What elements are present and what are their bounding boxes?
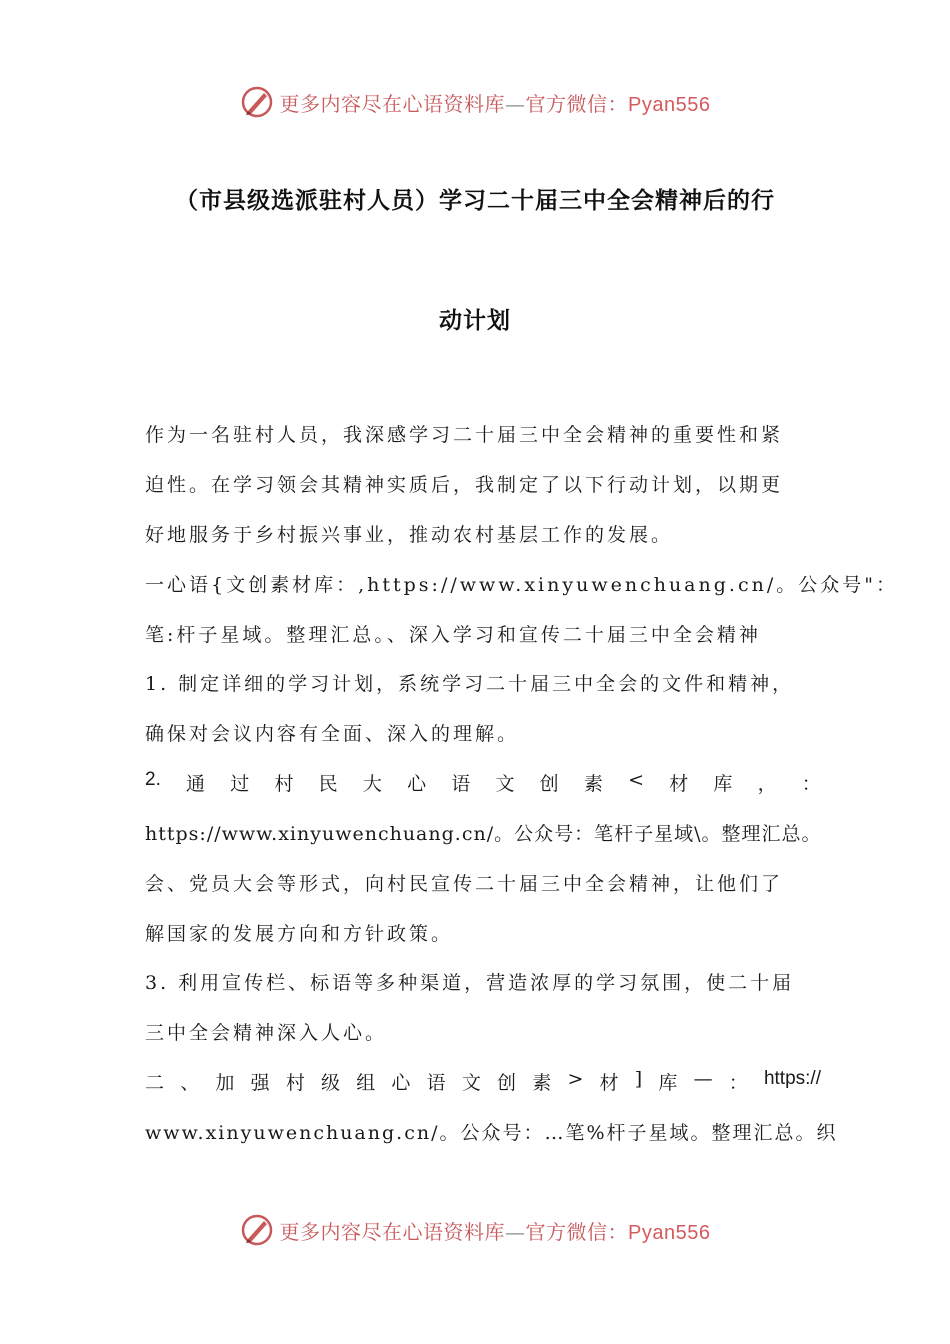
watermark-official: 官方微信： — [525, 91, 629, 116]
watermark-id: Pyan556 — [628, 1221, 711, 1244]
document-title-line-1: （市县级选派驻村人员）学习二十届三中全会精神后的行 — [175, 188, 775, 214]
watermark-banner-bottom — [0, 1208, 950, 1252]
justified-char: 库 — [658, 1072, 678, 1094]
body-line-7: 确保对会议内容有全面、深入的理解。 — [145, 723, 520, 745]
pen-logo-icon — [240, 85, 274, 119]
justified-char: < — [628, 769, 644, 791]
justified-char: 创 — [539, 773, 559, 795]
watermark-separator: — — [505, 91, 526, 116]
justified-char: https:// — [763, 1068, 821, 1089]
pen-logo-icon — [240, 1213, 274, 1247]
watermark-text — [280, 88, 711, 117]
document-title-line-2: 动计划 — [439, 308, 511, 334]
justified-char: — — [693, 1068, 713, 1090]
watermark-official: 官方微信： — [525, 1219, 629, 1244]
justified-char: 心 — [407, 773, 427, 795]
justified-char: 心 — [391, 1072, 411, 1094]
justified-char: 加 — [215, 1072, 235, 1094]
body-line-12: 3. 利用宣传栏、标语等多种渠道，营造浓厚的学习氛围，使二十届 — [145, 972, 795, 994]
body-line-10: 会、党员大会等形式，向村民宣传二十届三中全会精神，让他们了 — [145, 873, 784, 895]
body-line-15: www.xinyuwenchuang.cn/。公众号：…笔%杆子星域。整理汇总。织 — [145, 1122, 838, 1144]
body-line-1: 作为一名驻村人员，我深感学习二十届三中全会精神的重要性和紧 — [145, 424, 784, 446]
body-line-5: 笔:杆子星域。整理汇总。、深入学习和宣传二十届三中全会精神 — [145, 624, 761, 646]
justified-char: 强 — [250, 1072, 270, 1094]
watermark-banner-top — [0, 80, 950, 124]
justified-char: ： — [728, 1072, 748, 1094]
justified-char: 语 — [426, 1072, 446, 1094]
justified-char: 、 — [180, 1072, 200, 1094]
justified-char: 素 — [583, 773, 603, 795]
justified-char: 通 — [186, 773, 206, 795]
justified-char: 村 — [274, 773, 294, 795]
justified-char: 过 — [230, 773, 250, 795]
body-line-8 — [145, 769, 821, 796]
justified-char: > — [567, 1068, 584, 1090]
justified-char: 民 — [318, 773, 338, 795]
watermark-main: 更多内容尽在心语资料库 — [279, 91, 506, 116]
watermark-text — [280, 1216, 711, 1245]
body-line-9: https://www.xinyuwenchuang.cn/。公众号：笔杆子星域\。整理汇总。 — [145, 823, 822, 845]
justified-char: 大 — [362, 773, 382, 795]
justified-char: 材 — [669, 773, 689, 795]
justified-char: 素 — [532, 1072, 552, 1094]
watermark-separator: — — [505, 1219, 526, 1244]
body-line-14 — [145, 1068, 821, 1095]
justified-char: 材 — [599, 1072, 619, 1094]
body-line-4: 一心语{文创素材库：,https://www.xinyuwenchuang.cn/。公众号"： — [145, 574, 898, 596]
body-line-3: 好地服务于乡村振兴事业，推动农村基层工作的发展。 — [145, 524, 674, 546]
body-line-2: 迫性。在学习领会其精神实质后，我制定了以下行动计划，以期更 — [145, 474, 784, 496]
justified-char: 组 — [356, 1072, 376, 1094]
justified-char: ： — [801, 773, 821, 795]
watermark-main: 更多内容尽在心语资料库 — [279, 1219, 506, 1244]
justified-char: 二 — [145, 1072, 165, 1094]
justified-char: 文 — [461, 1072, 481, 1094]
justified-char: 文 — [495, 773, 515, 795]
justified-char: ] — [634, 1068, 643, 1090]
justified-char: 语 — [451, 773, 471, 795]
body-line-6: 1. 制定详细的学习计划，系统学习二十届三中全会的文件和精神， — [145, 673, 795, 695]
justified-char: 创 — [497, 1072, 517, 1094]
justified-char: 村 — [285, 1072, 305, 1094]
body-line-11: 解国家的发展方向和方针政策。 — [145, 923, 454, 945]
justified-char: 库 — [713, 773, 733, 795]
justified-char: 级 — [321, 1072, 341, 1094]
body-line-13: 三中全会精神深入人心。 — [145, 1022, 388, 1044]
justified-char: 2. — [145, 769, 161, 790]
watermark-id: Pyan556 — [628, 93, 711, 116]
justified-char: ， — [757, 773, 777, 795]
